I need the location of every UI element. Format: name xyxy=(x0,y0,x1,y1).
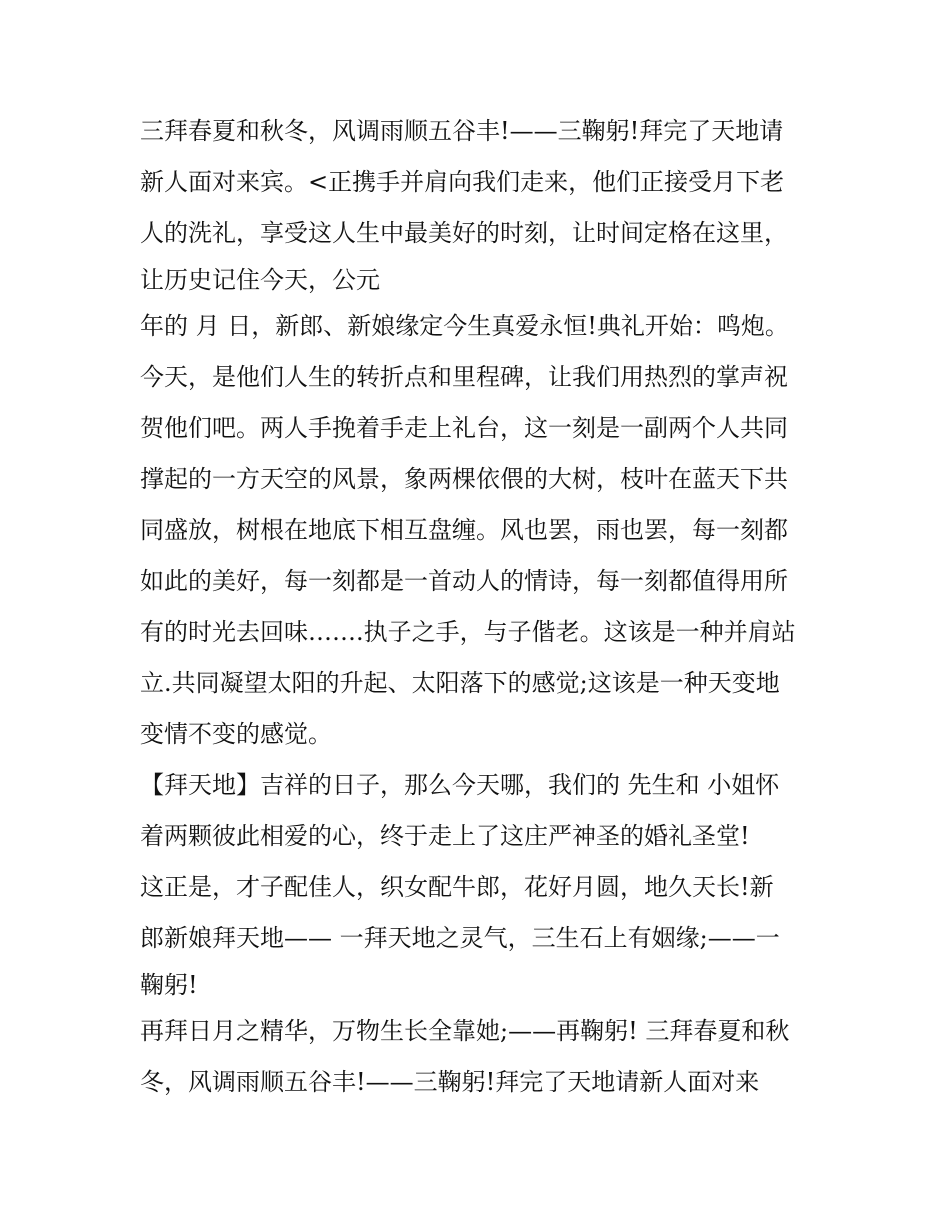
text-line-1: 三拜春夏和秋冬，风调雨顺五谷丰!——三鞠躬!拜完了天地请 xyxy=(140,117,784,145)
text-line-7: 贺他们吧。两人手挽着手走上礼台，这一刻是一副两个人共同 xyxy=(140,414,788,442)
text-line-2: 新人面对来宾。<正携手并肩向我们走来，他们正接受月下老 xyxy=(140,168,785,196)
text-line-12: 立.共同凝望太阳的升起、太阳落下的感觉;这该是一种天变地 xyxy=(140,669,780,697)
text-line-5: 年的 月 日，新郎、新娘缘定今生真爱永恒!典礼开始：鸣炮。 xyxy=(140,312,789,340)
text-line-6: 今天，是他们人生的转折点和里程碑，让我们用热烈的掌声祝 xyxy=(140,363,788,391)
text-line-9: 同盛放，树根在地底下相互盘缠。风也罢，雨也罢，每一刻都 xyxy=(140,516,788,544)
text-line-18: 鞠躬! xyxy=(140,971,198,999)
text-line-19: 再拜日月之精华，万物生长全靠她;——再鞠躬! 三拜春夏和秋 xyxy=(140,1017,790,1045)
text-line-15: 着两颗彼此相爱的心，终于走上了这庄严神圣的婚礼圣堂! xyxy=(140,822,750,850)
text-line-11: 有的时光去回味…….执子之手，与子偕老。这该是一种并肩站 xyxy=(140,618,796,646)
text-line-20: 冬，风调雨顺五谷丰!——三鞠躬!拜完了天地请新人面对来 xyxy=(140,1068,760,1096)
text-line-10: 如此的美好，每一刻都是一首动人的情诗，每一刻都值得用所 xyxy=(140,567,788,595)
document-body xyxy=(140,106,820,1108)
text-line-17: 郎新娘拜天地—— 一拜天地之灵气，三生石上有姻缘;——一 xyxy=(140,924,780,952)
text-line-3: 人的洗礼，享受这人生中最美好的时刻，让时间定格在这里， xyxy=(140,219,788,247)
text-line-13: 变情不变的感觉。 xyxy=(140,720,332,748)
text-line-4: 让历史记住今天，公元 xyxy=(140,266,380,294)
text-line-8: 撑起的一方天空的风景，象两棵依偎的大树，枝叶在蓝天下共 xyxy=(140,465,788,493)
text-line-14: 【拜天地】吉祥的日子，那么今天哪，我们的 先生和 小姐怀 xyxy=(140,771,780,799)
text-line-16: 这正是，才子配佳人，织女配牛郎，花好月圆，地久天长!新 xyxy=(140,873,774,901)
